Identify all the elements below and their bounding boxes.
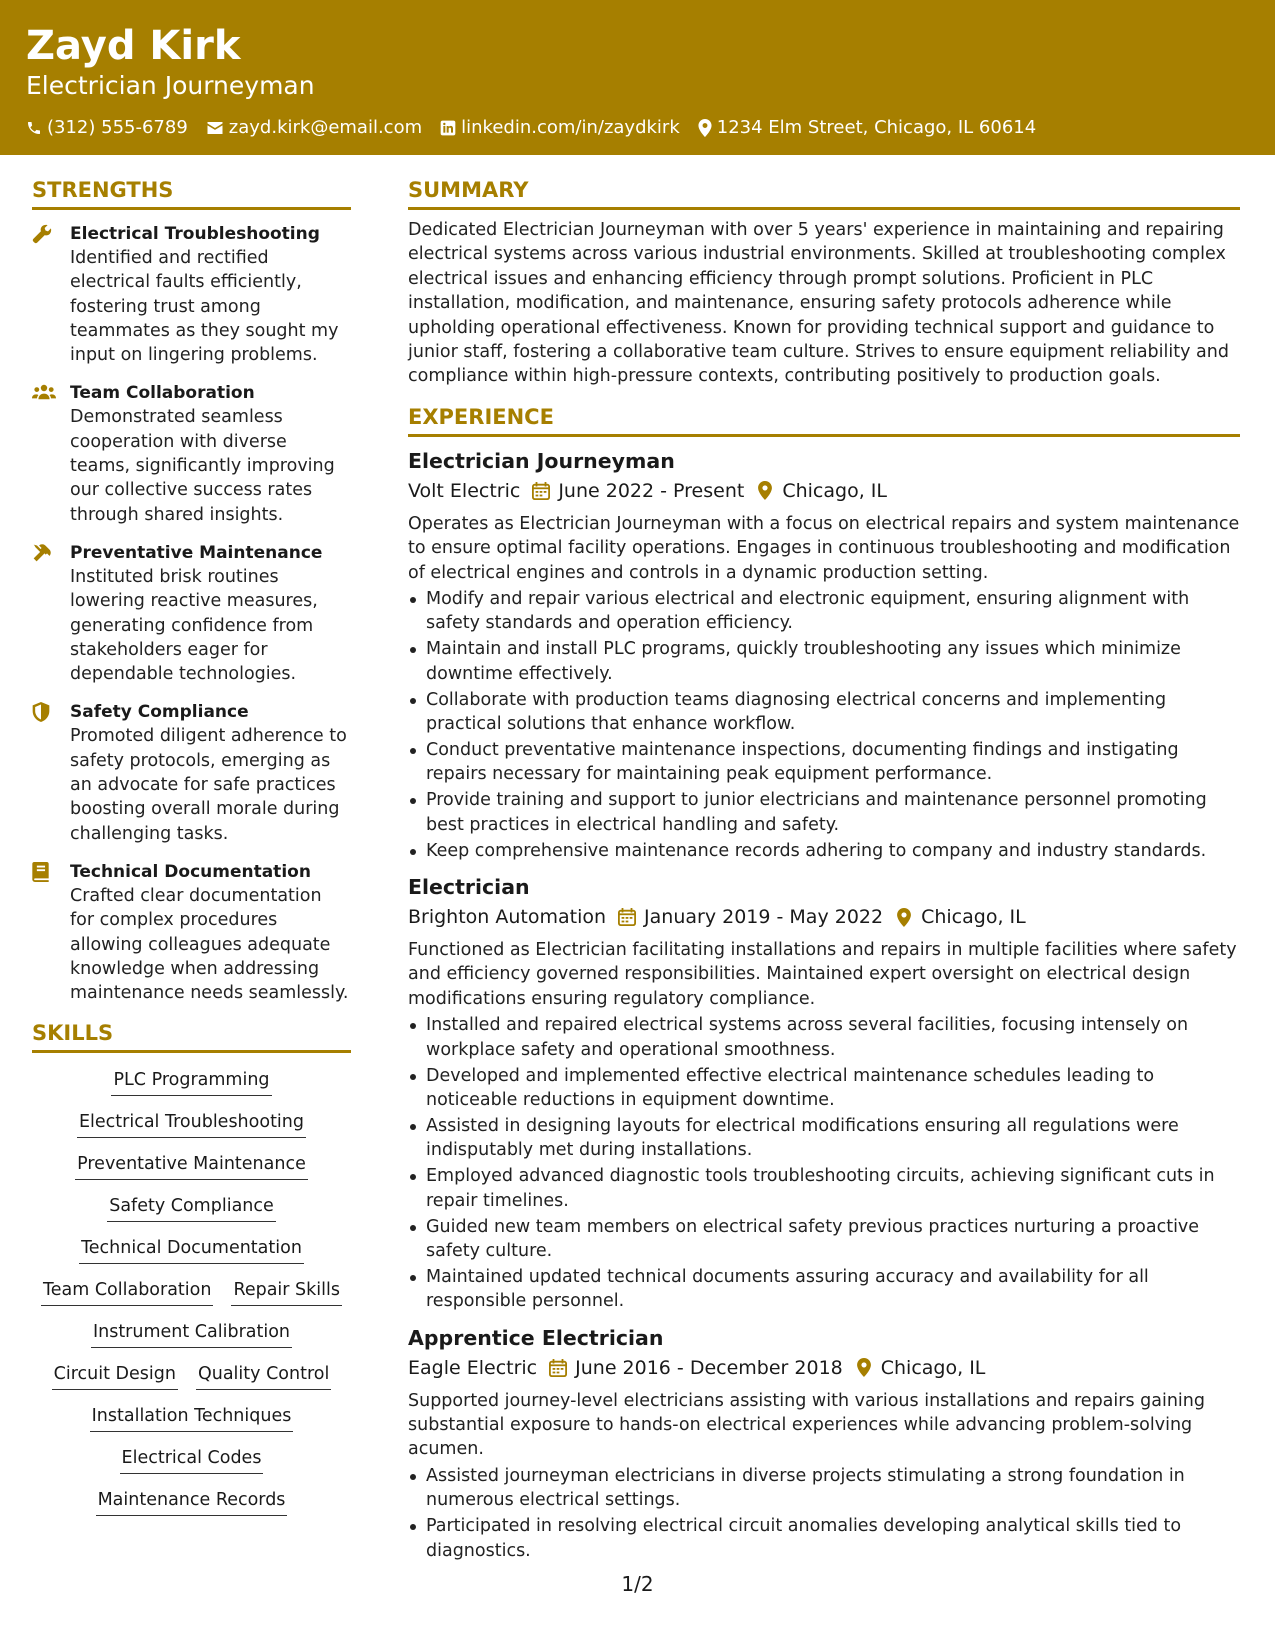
job-entry xyxy=(408,1324,1240,1563)
skill-tag: Maintenance Records xyxy=(96,1487,288,1516)
company-name: Brighton Automation xyxy=(408,906,607,929)
strength-item xyxy=(32,222,351,367)
company-name: Eagle Electric xyxy=(408,1356,538,1379)
phone-text: (312) 555-6789 xyxy=(47,117,188,138)
skill-tag: Safety Compliance xyxy=(107,1193,276,1222)
page-number: 1/2 xyxy=(621,1572,654,1596)
summary-heading: SUMMARY xyxy=(408,176,1240,210)
summary-text: Dedicated Electrician Journeyman with over 5 years' experience in maintaining and repairing electrical systems across various industrial environments. Skilled at troubleshooting complex electrical issues and enhancing efficiency through prompt solutions. Proficient in PLC installation, modification, and maintenance, ensuring safety protocols adherence while upholding operational effectiveness. Known for providing technical support and guidance to junior staff, fostering a collaborative team culture. Strives to ensure equipment reliability and compliance within high-pressure contexts, contributing positively to production goals. xyxy=(408,220,1229,387)
calendar-icon xyxy=(618,908,636,926)
job-location: Chicago, IL xyxy=(921,906,1026,929)
skill-tag: Preventative Maintenance xyxy=(75,1151,308,1180)
calendar-icon xyxy=(549,1359,567,1377)
strength-title: Preventative Maintenance xyxy=(70,542,323,563)
envelope-icon xyxy=(206,120,224,136)
company-name: Volt Electric xyxy=(408,479,521,502)
left-column xyxy=(32,176,351,1529)
job-title: Apprentice Electrician xyxy=(408,1325,664,1350)
contact-info xyxy=(26,117,1249,138)
strength-desc: Instituted brisk routines lowering reactive measures, generating confidence from stakeholders eager for dependable technologies. xyxy=(70,566,318,685)
bullet-item: Installed and repaired electrical systems across several facilities, focusing intensely on workplace safety and operational smoothness. xyxy=(408,1013,1240,1062)
map-pin-icon xyxy=(857,1358,871,1377)
strengths-list xyxy=(32,222,351,1005)
skill-tag: Technical Documentation xyxy=(79,1235,304,1264)
strength-desc: Promoted diligent adherence to safety protocols, emerging as an advocate for safe practices boosting overall morale during challenging tasks. xyxy=(70,726,347,844)
strength-item xyxy=(32,381,351,526)
strength-title: Team Collaboration xyxy=(70,383,255,404)
strength-title: Electrical Troubleshooting xyxy=(70,224,320,244)
job-meta xyxy=(408,476,1240,506)
bullet-item: Guided new team members on electrical safety previous practices nurturing a proactive safety culture. xyxy=(408,1215,1240,1264)
contact-address xyxy=(698,117,1036,138)
shield-icon xyxy=(32,702,50,722)
job-entry xyxy=(408,447,1240,863)
right-column xyxy=(408,176,1240,1564)
linkedin-icon xyxy=(440,120,456,136)
map-pin-icon xyxy=(698,119,712,137)
strength-item xyxy=(32,541,351,686)
job-location: Chicago, IL xyxy=(880,1356,986,1379)
strength-title: Safety Compliance xyxy=(70,702,249,723)
job-description: Operates as Electrician Journeyman with a focus on electrical repairs and system maintenance to ensure optimal facility operations. Engages in continuous troubleshooting and modification of electrical engines and controls in a dynamic production setting. xyxy=(408,513,1240,583)
skill-tag: Installation Techniques xyxy=(90,1403,294,1432)
skill-tag: Electrical Troubleshooting xyxy=(77,1109,306,1138)
experience-heading: EXPERIENCE xyxy=(408,403,1240,437)
skill-tag: Circuit Design xyxy=(52,1361,178,1390)
strength-desc: Identified and rectified electrical faults efficiently, fostering trust among teammates as they sought my input on lingering problems. xyxy=(70,248,339,366)
candidate-name: Zayd Kirk xyxy=(26,23,241,69)
bullet-item: Maintain and install PLC programs, quickly troubleshooting any issues which minimize downtime effectively. xyxy=(408,637,1240,686)
strength-desc: Crafted clear documentation for complex procedures allowing colleagues adequate knowledge when addressing maintenance needs seamlessly. xyxy=(70,885,349,1004)
job-meta xyxy=(408,1353,1240,1383)
skills-heading: SKILLS xyxy=(32,1019,351,1053)
phone-icon xyxy=(26,120,42,136)
bullet-item: Employed advanced diagnostic tools troubleshooting circuits, achieving significant cuts in repair timelines. xyxy=(408,1164,1240,1213)
strength-item xyxy=(32,700,351,845)
contact-phone[interactable] xyxy=(26,117,188,138)
bullet-item: Keep comprehensive maintenance records adhering to company and industry standards. xyxy=(408,839,1240,863)
bullet-item: Assisted in designing layouts for electrical modifications ensuring all regulations were indisputably met during installations. xyxy=(408,1114,1240,1163)
job-dates: January 2019 - May 2022 xyxy=(644,906,884,929)
email-text: zayd.kirk@email.com xyxy=(228,117,423,138)
strengths-heading: STRENGTHS xyxy=(32,176,351,210)
bullet-item: Assisted journeyman electricians in diverse projects stimulating a strong foundation in numerous electrical settings. xyxy=(408,1464,1240,1513)
resume-header xyxy=(0,0,1275,155)
bullet-item: Modify and repair various electrical and electronic equipment, ensuring alignment with safety standards and operation efficiency. xyxy=(408,587,1240,636)
job-description: Functioned as Electrician facilitating installations and repairs in multiple facilities where safety and efficiency governed responsibilities. Maintained expert oversight on electrical design modifications ensuring regulatory compliance. xyxy=(408,940,1237,1009)
skill-tag: Team Collaboration xyxy=(41,1277,213,1306)
job-location: Chicago, IL xyxy=(782,479,887,502)
skill-tag: Instrument Calibration xyxy=(91,1319,292,1348)
job-bullets xyxy=(408,1013,1240,1313)
map-pin-icon xyxy=(758,481,772,500)
book-icon xyxy=(32,862,49,882)
bullet-item: Provide training and support to junior electricians and maintenance personnel promoting best practices in electrical handling and safety. xyxy=(408,788,1240,837)
skills-list xyxy=(32,1067,351,1516)
contact-email[interactable] xyxy=(206,117,422,138)
strength-item xyxy=(32,860,351,1005)
skill-tag: Electrical Codes xyxy=(120,1445,264,1474)
skill-tag: PLC Programming xyxy=(111,1067,271,1096)
wrench-icon xyxy=(32,224,52,244)
candidate-title: Electrician Journeyman xyxy=(26,71,315,100)
job-entry xyxy=(408,873,1240,1314)
skill-tag: Quality Control xyxy=(196,1361,331,1390)
job-dates: June 2016 - December 2018 xyxy=(575,1356,843,1379)
job-title: Electrician xyxy=(408,875,530,900)
bullet-item: Developed and implemented effective electrical maintenance schedules leading to noticeable reductions in equipment downtime. xyxy=(408,1064,1240,1113)
strength-desc: Demonstrated seamless cooperation with diverse teams, significantly improving our collective success rates through shared insights. xyxy=(70,407,335,525)
address-text: 1234 Elm Street, Chicago, IL 60614 xyxy=(716,117,1037,138)
bullet-item: Conduct preventative maintenance inspections, documenting findings and instigating repairs necessary for maintaining peak equipment performance. xyxy=(408,738,1240,787)
tools-icon xyxy=(32,543,52,563)
skill-tag: Repair Skills xyxy=(231,1277,342,1306)
strength-title: Technical Documentation xyxy=(70,861,311,882)
job-title: Electrician Journeyman xyxy=(408,448,675,473)
map-pin-icon xyxy=(897,908,911,927)
bullet-item: Participated in resolving electrical circuit anomalies developing analytical skills tied to diagnostics. xyxy=(408,1514,1240,1563)
job-meta xyxy=(408,902,1240,932)
job-dates: June 2022 - Present xyxy=(558,479,745,502)
contact-linkedin[interactable] xyxy=(440,117,680,138)
job-description: Supported journey-level electricians assisting with various installations and repairs gaining substantial exposure to hands-on electrical experiences while advancing problem-solving acumen. xyxy=(408,1390,1205,1460)
calendar-icon xyxy=(532,482,550,500)
job-bullets xyxy=(408,587,1240,863)
job-bullets xyxy=(408,1464,1240,1563)
users-icon xyxy=(32,383,56,401)
bullet-item: Maintained updated technical documents assuring accuracy and availability for all responsible personnel. xyxy=(408,1265,1240,1314)
bullet-item: Collaborate with production teams diagnosing electrical concerns and implementing practical solutions that enhance workflow. xyxy=(408,688,1240,737)
linkedin-text: linkedin.com/in/zaydkirk xyxy=(461,117,680,138)
